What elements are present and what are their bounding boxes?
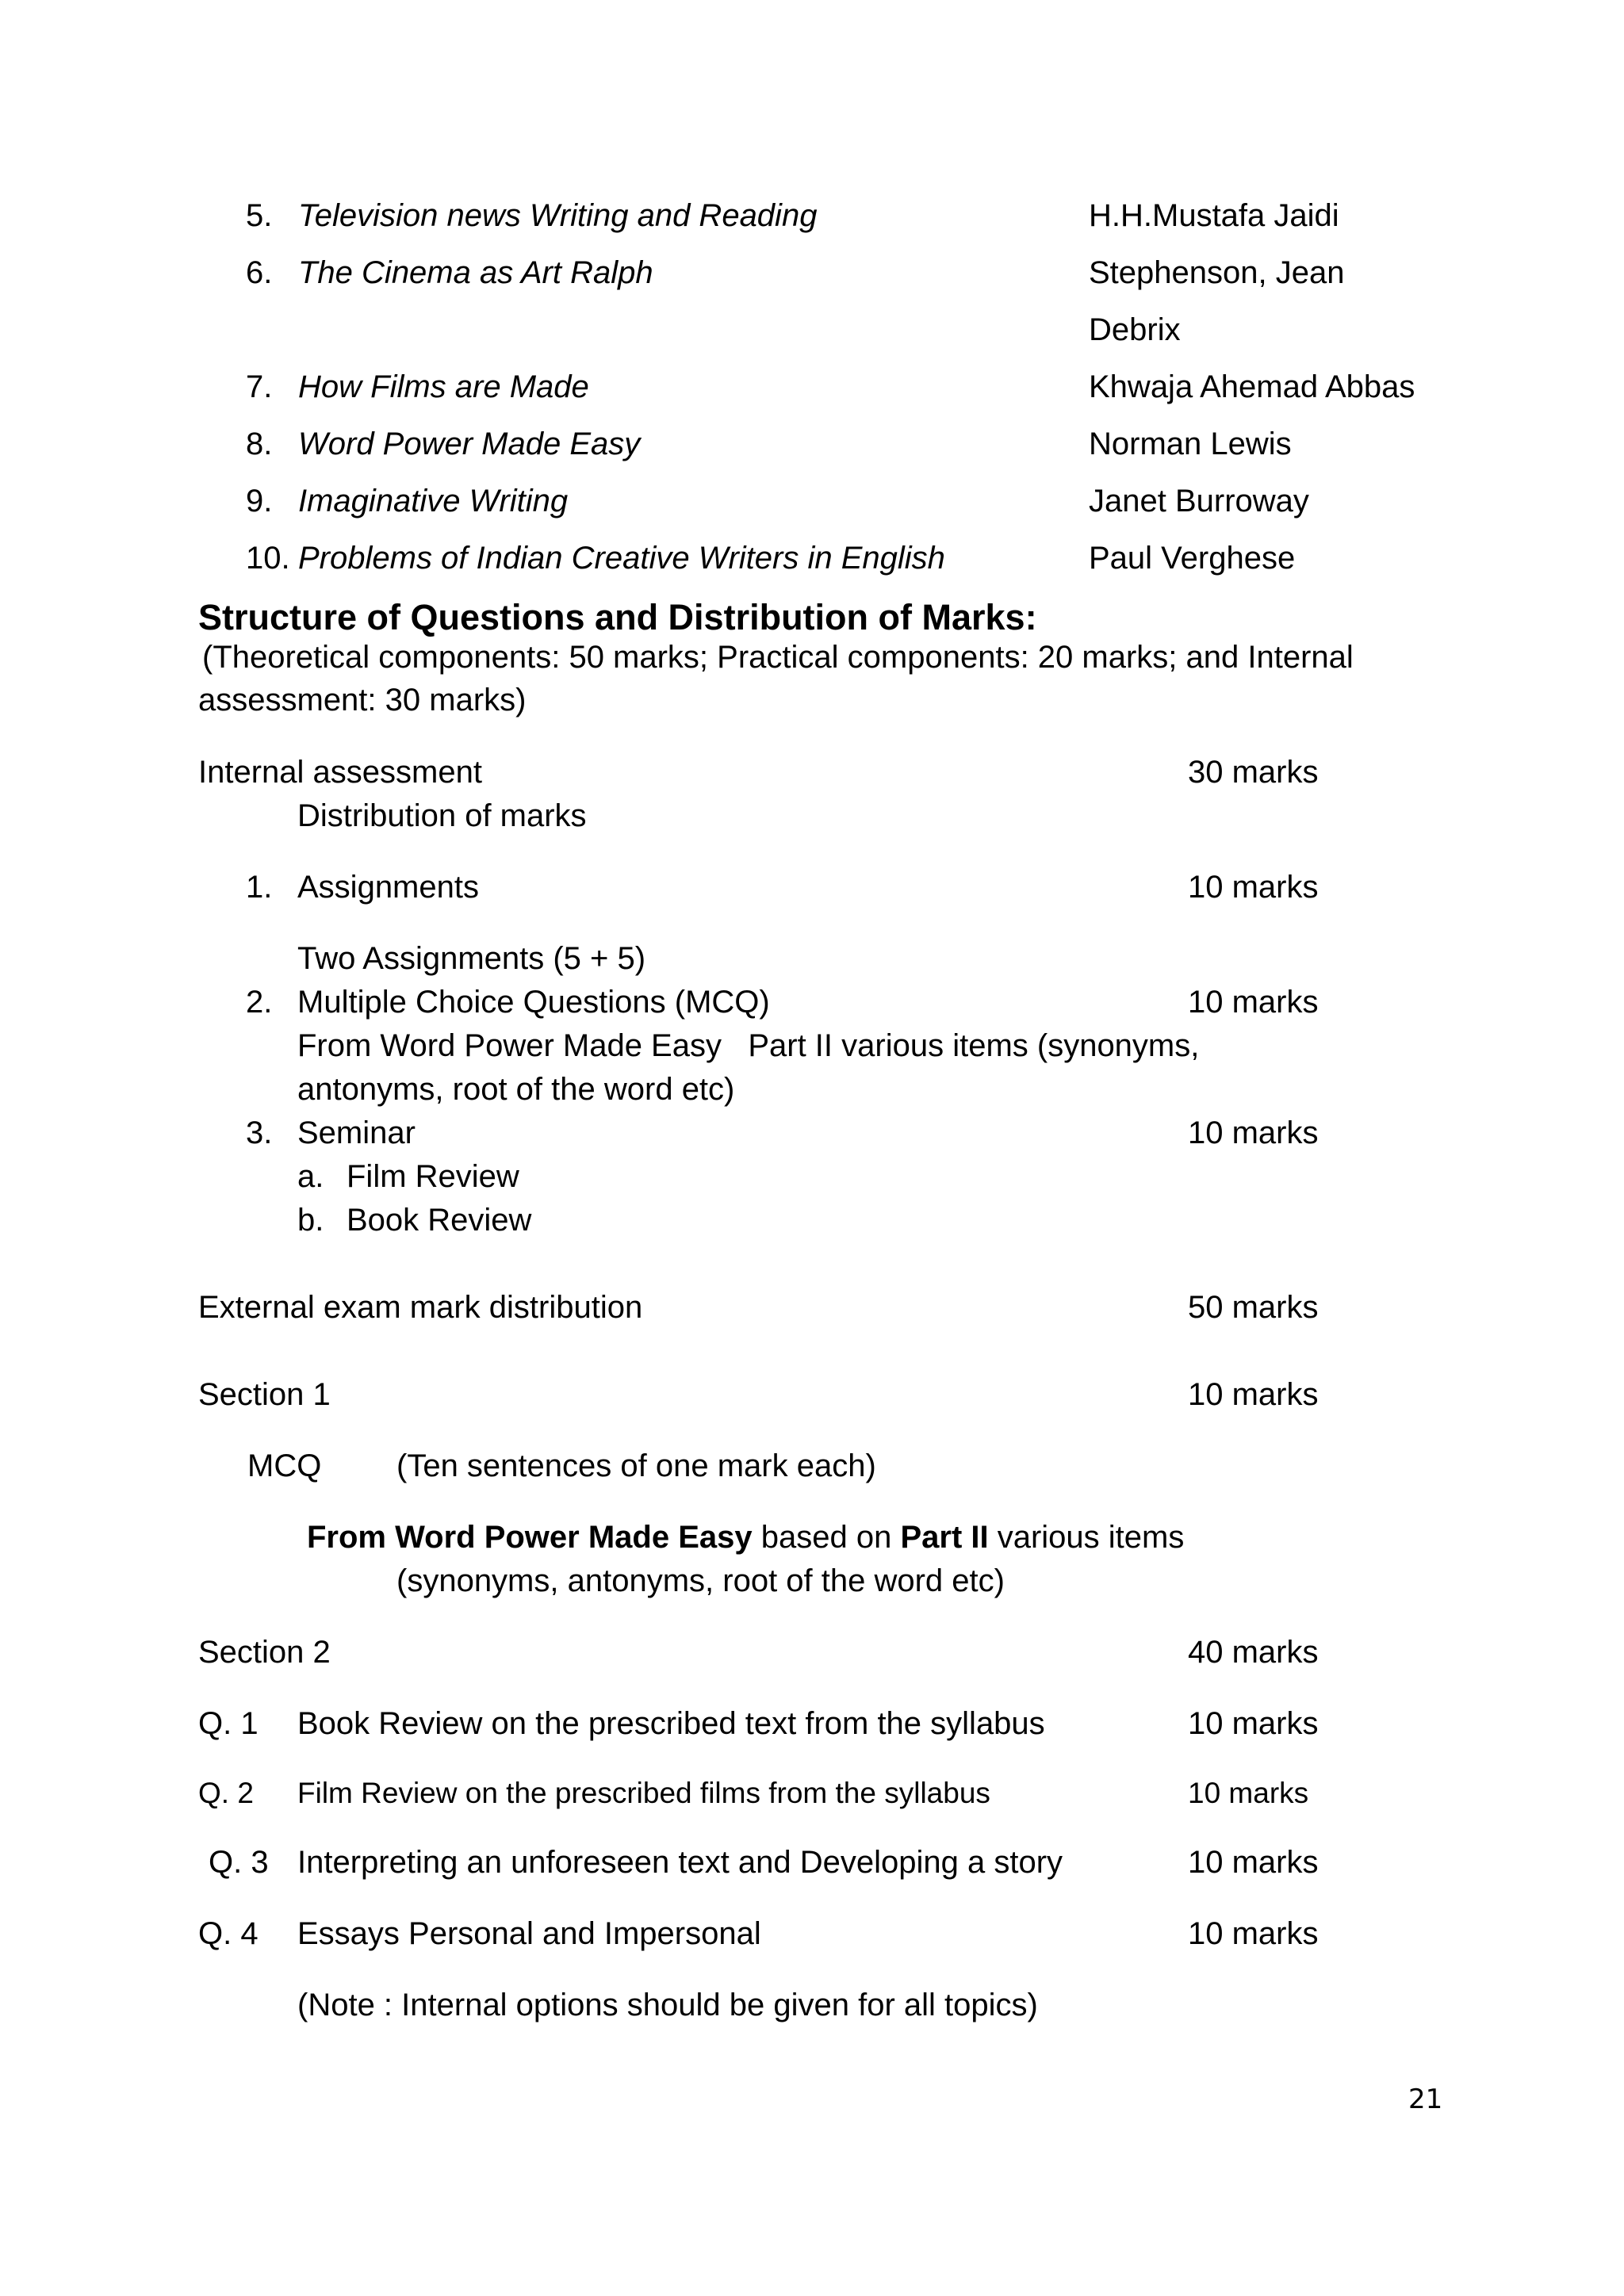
ref-number: 9. [246,484,273,519]
section-label: Section 1 [198,1377,331,1412]
marks-note: (Theoretical components: 50 marks; Practical components: 20 marks; and Internal [202,640,1354,675]
section-marks: 10 marks [1188,1377,1319,1412]
sub-item-letter: b. [297,1203,324,1238]
question-marks: 10 marks [1188,1777,1309,1809]
item-marks: 10 marks [1188,985,1319,1020]
sub-item-letter: a. [297,1159,324,1194]
question-number: Q. 3 [209,1845,269,1880]
question-text: Essays Personal and Impersonal [297,1916,761,1951]
item-number: 3. [246,1115,273,1150]
question-marks: 10 marks [1188,1845,1319,1880]
source-text: various items [988,1520,1185,1555]
ref-title: Word Power Made Easy [298,427,641,461]
ref-author: Stephenson, Jean [1089,255,1345,290]
item-label: Assignments [297,870,479,905]
ref-author: Khwaja Ahemad Abbas [1089,369,1415,404]
ref-number: 7. [246,369,273,404]
ref-number: 5. [246,198,273,233]
item-marks: 10 marks [1188,870,1319,905]
section-label: Section 2 [198,1635,331,1670]
internal-assessment-label: Internal assessment [198,755,482,790]
question-number: Q. 4 [198,1916,259,1951]
distribution-label: Distribution of marks [297,798,587,833]
book-title: From Word Power Made Easy [307,1520,753,1555]
ref-author: H.H.Mustafa Jaidi [1089,198,1339,233]
item-detail: Two Assignments (5 + 5) [297,941,646,976]
ref-author: Janet Burroway [1089,484,1309,519]
question-marks: 10 marks [1188,1916,1319,1951]
question-text: Interpreting an unforeseen text and Developing a story [297,1845,1063,1880]
ref-number: 8. [246,427,273,461]
ref-author: Paul Verghese [1089,541,1296,576]
ref-title: Television news Writing and Reading [298,198,818,233]
question-number: Q. 1 [198,1706,259,1741]
options-note: (Note : Internal options should be given for all topics) [297,1988,1038,2022]
item-detail: antonyms, root of the word etc) [297,1072,735,1107]
marks-note: assessment: 30 marks) [198,683,527,718]
mcq-description: (Ten sentences of one mark each) [396,1448,876,1483]
item-number: 2. [246,985,273,1020]
part-label: Part II [900,1520,989,1555]
item-detail: From Word Power Made Easy Part II various items (synonyms, [297,1028,1200,1063]
ref-title: Imaginative Writing [298,484,569,519]
item-label: Seminar [297,1115,416,1150]
question-text: Book Review on the prescribed text from the syllabus [297,1706,1045,1741]
external-label: External exam mark distribution [198,1290,643,1325]
ref-author: Debrix [1089,312,1181,347]
section-heading: Structure of Questions and Distribution of Marks: [198,597,1037,637]
ref-title: The Cinema as Art Ralph [298,255,653,290]
ref-title: Problems of Indian Creative Writers in English [298,541,945,576]
question-text: Film Review on the prescribed films from the syllabus [297,1777,990,1809]
page-number: 21 [1408,2084,1443,2115]
section-marks: 40 marks [1188,1635,1319,1670]
item-number: 1. [246,870,273,905]
external-marks: 50 marks [1188,1290,1319,1325]
question-marks: 10 marks [1188,1706,1319,1741]
mcq-source [307,1518,1184,1556]
ref-number: 10. [246,541,290,576]
source-text: based on [752,1520,901,1555]
mcq-label: MCQ [247,1448,322,1483]
item-label: Multiple Choice Questions (MCQ) [297,985,770,1020]
ref-author: Norman Lewis [1089,427,1292,461]
ref-title: How Films are Made [298,369,589,404]
sub-item-label: Book Review [347,1203,532,1238]
internal-assessment-marks: 30 marks [1188,755,1319,790]
mcq-source-detail: (synonyms, antonyms, root of the word etc) [396,1563,1005,1598]
sub-item-label: Film Review [347,1159,519,1194]
question-number: Q. 2 [198,1777,254,1809]
ref-number: 6. [246,255,273,290]
item-marks: 10 marks [1188,1115,1319,1150]
